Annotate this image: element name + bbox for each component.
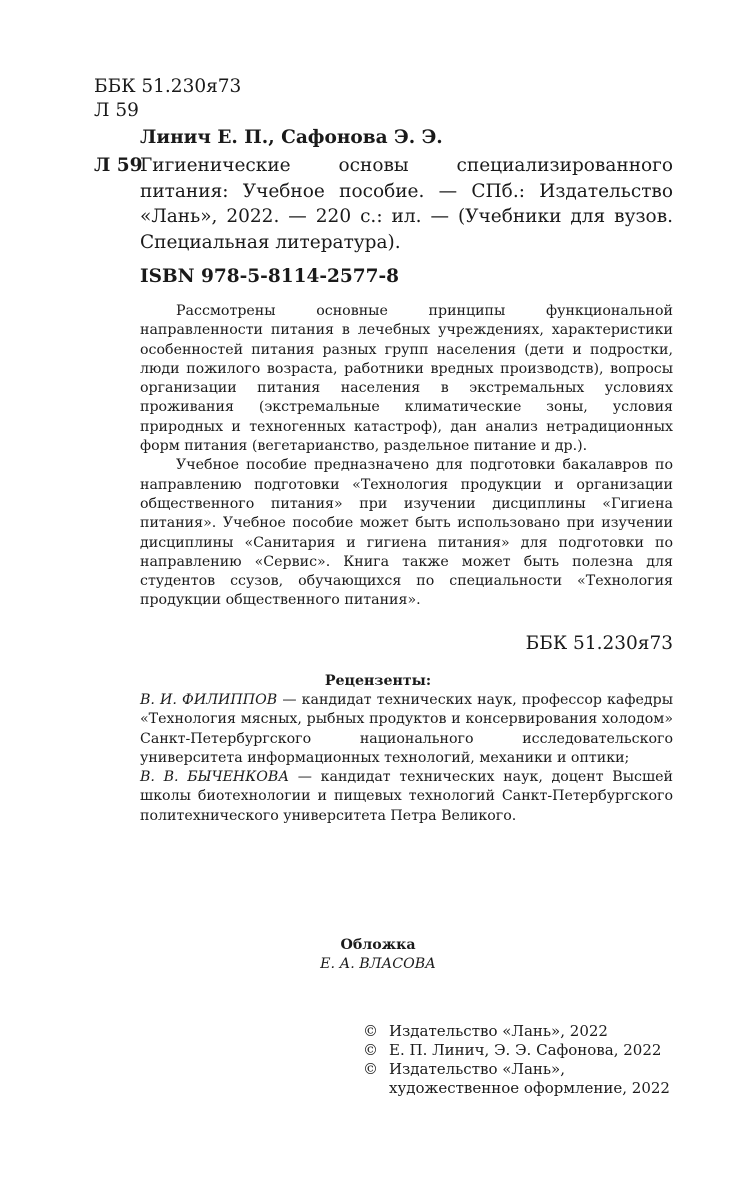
cover-designer: Е. А. ВЛАСОВА [320, 956, 436, 972]
citation-mark: Л 59 [94, 155, 143, 176]
reviewer-entry [140, 768, 673, 826]
copyright-icon: © [363, 1060, 378, 1078]
abstract [140, 302, 673, 611]
reviewers-title: Рецензенты: [324, 673, 432, 689]
copyright-text: Е. П. Линич, Э. Э. Сафонова, 2022 [389, 1041, 662, 1059]
abstract-paragraph: Рассмотрены основные принципы функциональной направленности питания в лечебных учреждениях, характеристики особенностей питания разных групп населения (дети и подростки, люди пожилого возраста, работники вредных производств), вопросы организации питания населения в экстремальных условиях проживания (экстремальные климатические зоны, условия природных и техногенных катастроф), дан анализ нетрадиционных форм питания (вегетарианство, раздельное питание и др.). [140, 303, 673, 455]
copyright-line-continued: художественное оформление, 2022 [389, 1079, 670, 1097]
isbn: ISBN 978-5-8114-2577-8 [140, 266, 400, 287]
copyright-icon: © [363, 1022, 378, 1040]
reviewer-name: В. И. ФИЛИППОВ [140, 692, 278, 708]
bbk-code: ББК 51.230я73 [94, 76, 242, 97]
copyright-block [363, 1022, 683, 1098]
copyright-icon: © [363, 1041, 378, 1059]
reviewers-list [140, 691, 673, 826]
copyright-text: Издательство «Лань», 2022 [389, 1022, 608, 1040]
copyright-line [363, 1041, 683, 1060]
reviewer-name: В. В. БЫЧЕНКОВА [140, 769, 290, 786]
author-mark: Л 59 [94, 100, 139, 121]
reviewer-entry [140, 691, 673, 768]
citation-description: Гигиенические основы специализированного питания: Учебное пособие. — СПб.: Издательство «Лань», 2022. — 220 с.: ил. — (Учебники для вузов. Специальная литература). [140, 155, 673, 253]
bbk-code-right: ББК 51.230я73 [525, 633, 673, 654]
reviewer-description: — кандидат технических наук, доцент Высшей школы биотехнологии и пищевых технологий Санкт-Петербургского политехнического университета Петра Великого. [140, 769, 673, 824]
copyright-line [363, 1060, 683, 1079]
reviewer-description: — кандидат технических наук, профессор кафедры «Технология мясных, рыбных продуктов и консервирования холодом» Санкт-Петербургского национального исследовательского университета информационных технологий, механики и оптики; [140, 692, 673, 766]
cover-title: Обложка [340, 937, 416, 953]
abstract-paragraph: Учебное пособие предназначено для подготовки бакалавров по направлению подготовки «Технология продукции и организации общественного питания» при изучении дисциплины «Гигиена питания». Учебное пособие может быть использовано при изучении дисциплины «Санитария и гигиена питания» для подготовки по направлению «Сервис». Книга также может быть полезна для студентов ссузов, обучающихся по специальности «Технология продукции общественного питания». [140, 457, 673, 609]
copyright-line [363, 1022, 683, 1041]
copyright-text: Издательство «Лань», [389, 1060, 566, 1078]
authors: Линич Е. П., Сафонова Э. Э. [140, 127, 443, 148]
